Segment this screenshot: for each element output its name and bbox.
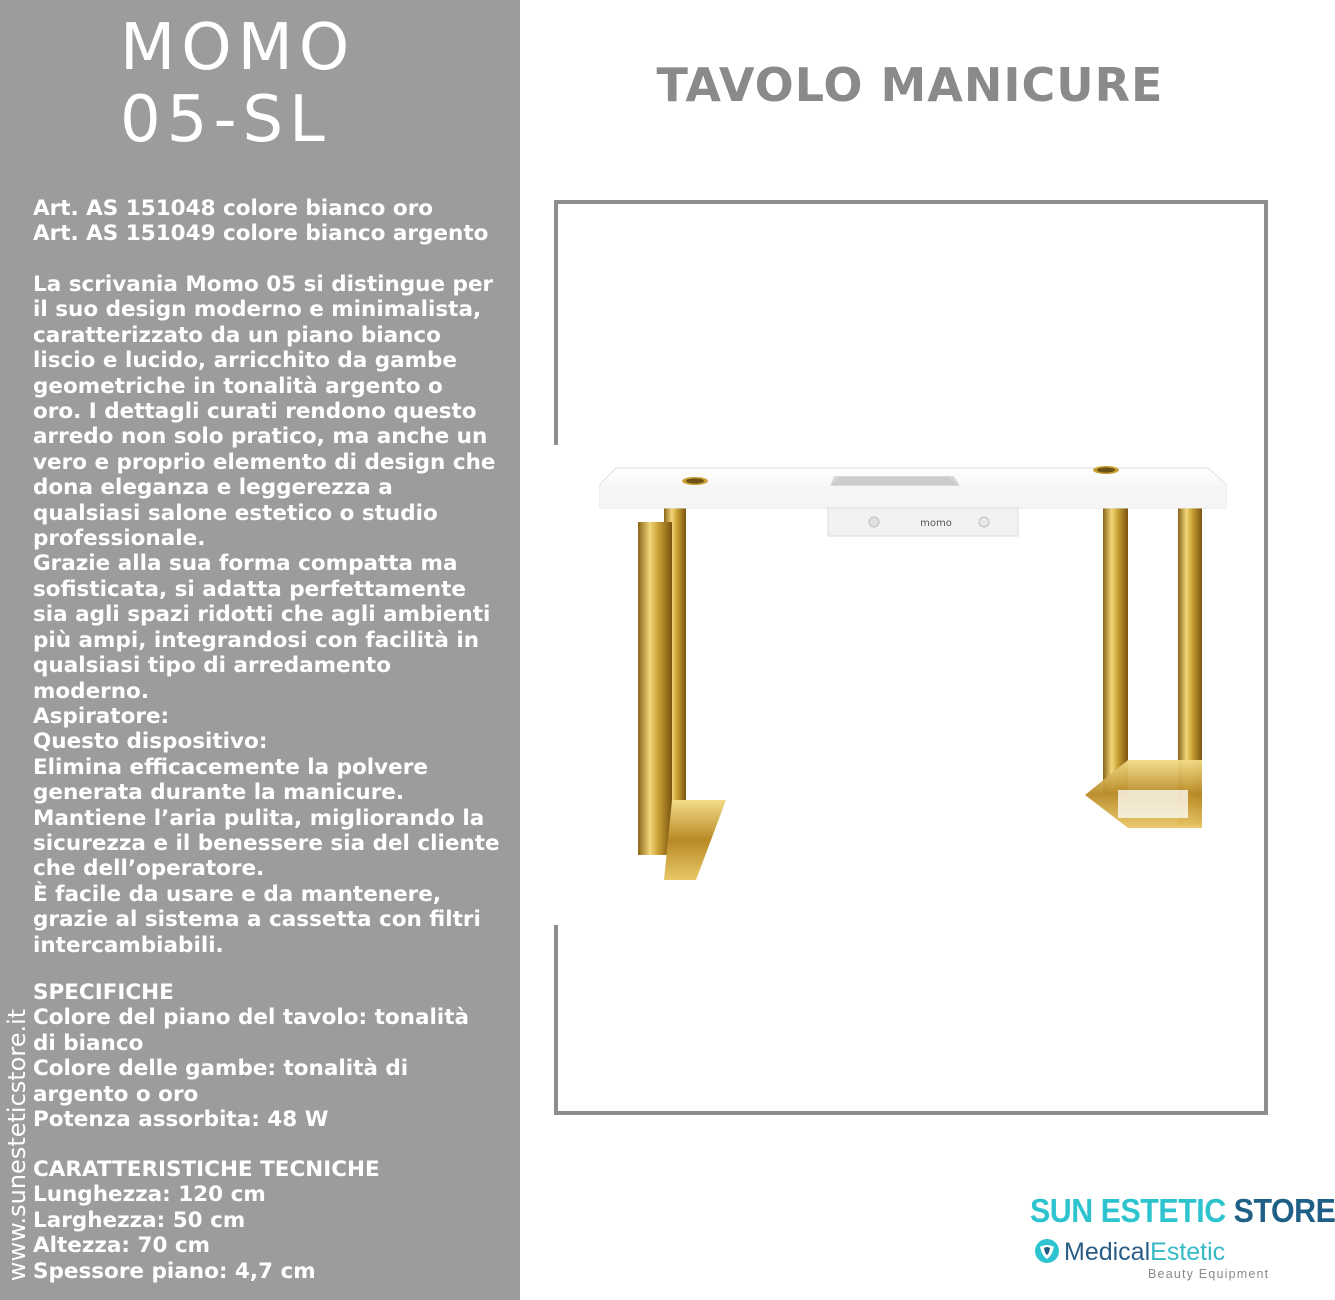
text-line: Lunghezza: 120 cm xyxy=(33,1182,266,1208)
text-line: sofisticata, si adatta perfettamente xyxy=(33,576,466,602)
brand-estetic: Estetic xyxy=(1150,1238,1226,1266)
text-line: generata durante la manicure. xyxy=(33,780,405,806)
text-line: sia agli spazi ridotti che agli ambienti xyxy=(33,602,491,628)
text-line: Potenza assorbita: 48 W xyxy=(33,1107,329,1133)
technical-features-title: CARATTERISTICHE TECNICHE xyxy=(33,1157,380,1182)
page-heading: TAVOLO MANICURE xyxy=(656,58,1164,112)
text-line: di bianco xyxy=(33,1030,144,1056)
dust-extractor-grille xyxy=(830,476,960,486)
text-line: oro. I dettagli curati rendono questo xyxy=(33,399,477,425)
product-description xyxy=(33,272,513,958)
left-info-panel xyxy=(0,0,520,1300)
manicure-table-image xyxy=(598,460,1230,885)
text-line: liscio e lucido, arricchito da gambe xyxy=(33,348,458,374)
text-line: che dell’operatore. xyxy=(33,856,265,882)
frame-top xyxy=(554,200,1268,204)
specifications xyxy=(33,980,513,1132)
article-code: Art. AS 151048 colore bianco oro xyxy=(33,196,434,221)
text-line: Grazie alla sua forma compatta ma xyxy=(33,551,458,577)
text-line: È facile da usare e da mantenere, xyxy=(33,881,442,907)
text-line: Questo dispositivo: xyxy=(33,729,268,755)
text-line: Colore del piano del tavolo: tonalità xyxy=(33,1005,470,1031)
text-line: vero e proprio elemento di design che xyxy=(33,449,496,475)
text-line: Mantiene l’aria pulita, migliorando la xyxy=(33,805,485,831)
brand-logo xyxy=(1030,1192,1335,1230)
text-line: intercambiabili. xyxy=(33,932,224,958)
article-codes xyxy=(33,196,513,247)
text-line: dona eleganza e leggerezza a xyxy=(33,475,393,501)
brand-sun: SUN ESTETIC xyxy=(1030,1192,1226,1229)
frame-left-upper xyxy=(554,200,558,445)
text-line: qualsiasi salone estetico o studio xyxy=(33,500,438,526)
text-line: Aspiratore: xyxy=(33,703,170,729)
text-line: argento o oro xyxy=(33,1081,199,1107)
table-leg-front-left xyxy=(638,522,672,855)
text-line: geometriche in tonalità argento o xyxy=(33,373,443,399)
technical-features xyxy=(33,1157,513,1284)
model-title-line1: MOMO xyxy=(120,11,356,85)
text-line: Elimina efficacemente la polvere xyxy=(33,754,428,780)
brand-medical-estetic xyxy=(1064,1238,1225,1267)
brand-medical: Medical xyxy=(1064,1238,1151,1266)
table-foot-front-left xyxy=(664,800,726,880)
text-line: caratterizzato da un piano bianco xyxy=(33,322,441,348)
website-url[interactable]: www.sunesteticstore.it xyxy=(3,1008,31,1282)
model-title-line2: 05-SL xyxy=(120,83,331,157)
text-line: Colore delle gambe: tonalità di xyxy=(33,1056,409,1082)
table-leg-front-right xyxy=(1103,508,1128,795)
text-line: sicurezza e il benessere sia del cliente xyxy=(33,830,500,856)
article-code: Art. AS 151049 colore bianco argento xyxy=(33,221,489,247)
product-logo-label: momo xyxy=(920,518,952,529)
text-line: moderno. xyxy=(33,678,149,704)
text-line: grazie al sistema a cassetta con filtri xyxy=(33,907,481,933)
medical-estetic-icon xyxy=(1034,1238,1060,1264)
text-line: Altezza: 70 cm xyxy=(33,1233,211,1259)
text-line: La scrivania Momo 05 si distingue per xyxy=(33,272,494,297)
model-title xyxy=(120,12,420,156)
text-line: il suo design moderno e minimalista, xyxy=(33,297,482,323)
text-line: professionale. xyxy=(33,526,206,552)
text-line: qualsiasi tipo di arredamento xyxy=(33,653,391,679)
frame-left-lower xyxy=(554,925,558,1115)
text-line: più ampi, integrandosi con facilità in xyxy=(33,627,479,653)
brand-tagline: Beauty Equipment xyxy=(1148,1267,1270,1281)
text-line: arredo non solo pratico, ma anche un xyxy=(33,424,488,450)
text-line: Spessore piano: 4,7 cm xyxy=(33,1258,316,1284)
text-line: Larghezza: 50 cm xyxy=(33,1207,246,1233)
specifications-title: SPECIFICHE xyxy=(33,980,174,1005)
frame-bottom xyxy=(554,1111,1268,1115)
brand-store: STORE xyxy=(1233,1192,1335,1229)
frame-right xyxy=(1264,200,1268,1115)
